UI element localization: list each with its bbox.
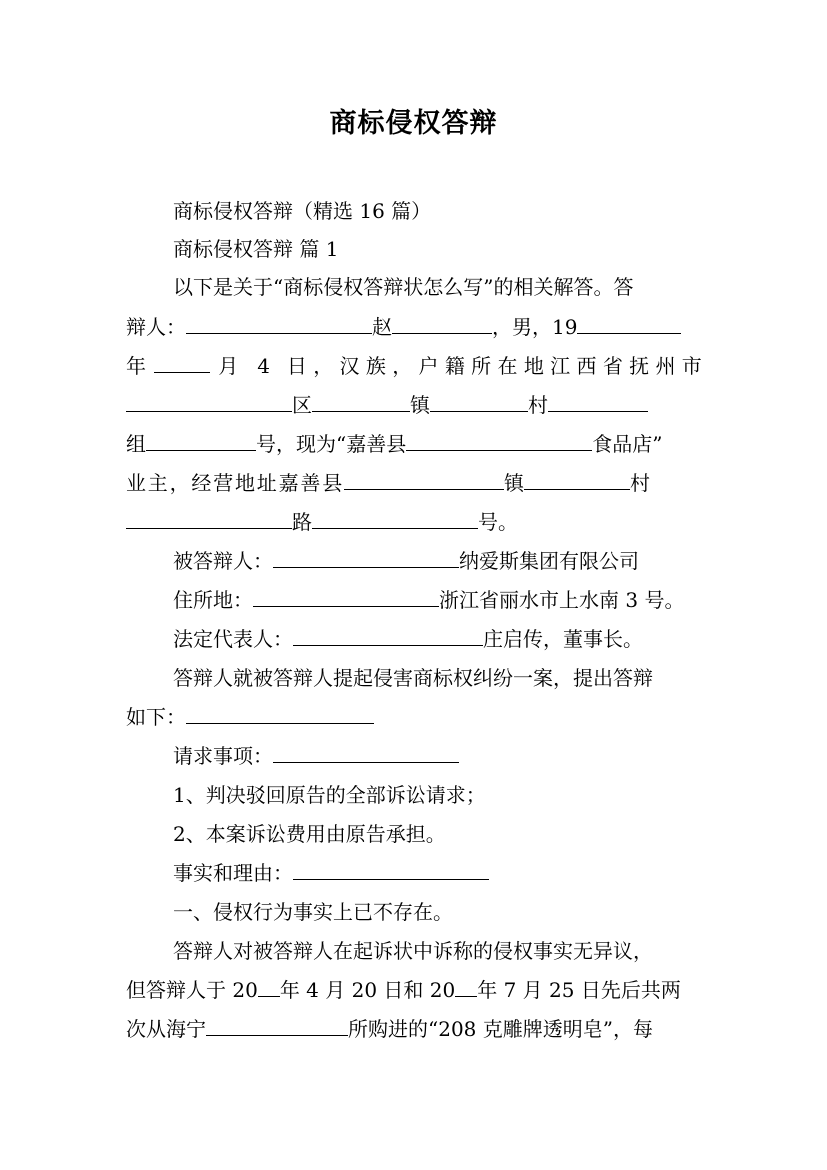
- text-segment: 镇: [504, 471, 524, 495]
- section-point: [173, 896, 706, 928]
- facts-heading: [173, 857, 706, 889]
- text-segment: 商标侵权答辩（精选 16 篇）: [173, 199, 432, 223]
- text-segment: 法定代表人：: [173, 627, 293, 651]
- fill-blank: [126, 391, 292, 412]
- text-segment: 村: [528, 393, 548, 417]
- text-segment: 食品店”: [592, 432, 663, 456]
- paragraph-line: [126, 974, 706, 1006]
- paragraph-line: [173, 935, 706, 967]
- fill-blank: [253, 586, 439, 607]
- text-segment: 答辩人对被答辩人在起诉状中诉称的侵权事实无异议，: [173, 939, 653, 963]
- fill-blank: [312, 508, 478, 529]
- fill-blank: [273, 547, 459, 568]
- document-subtitle: [173, 195, 706, 227]
- fill-blank: [186, 703, 374, 724]
- fill-blank: [548, 391, 648, 412]
- text-segment: 被答辩人：: [173, 549, 273, 573]
- fill-blank: [455, 976, 477, 997]
- claim-item: [173, 779, 706, 811]
- fill-blank: [273, 742, 459, 763]
- text-segment: 路: [292, 510, 312, 534]
- paragraph-line: [126, 350, 706, 382]
- text-segment: 以下是关于“商标侵权答辩状怎么写”的相关解答。答: [173, 275, 634, 299]
- text-segment: 区: [292, 393, 312, 417]
- text-segment: 镇: [410, 393, 430, 417]
- fill-blank: [293, 625, 483, 646]
- respondent-line: [173, 545, 706, 577]
- text-segment: 请求事项：: [173, 744, 273, 768]
- paragraph-line: [126, 506, 706, 538]
- text-segment: 庄启传，董事长。: [483, 627, 643, 651]
- paragraph-line: [173, 271, 706, 303]
- text-segment: 纳爱斯集团有限公司: [459, 549, 639, 573]
- fill-blank: [146, 430, 256, 451]
- fill-blank: [344, 469, 504, 490]
- fill-blank: [577, 313, 681, 334]
- text-segment: 2、本案诉讼费用由原告承担。: [173, 822, 446, 846]
- text-segment: 年 4 月 20 日和 20: [279, 978, 456, 1002]
- page-title: 商标侵权答辩: [329, 108, 498, 139]
- text-segment: 住所地：: [173, 588, 253, 612]
- text-segment: 年 7 月 25 日先后共两: [477, 978, 681, 1002]
- paragraph-line: [126, 701, 706, 733]
- fill-blank: [406, 430, 592, 451]
- paragraph-line: [173, 662, 706, 694]
- text-segment: 号。: [478, 510, 518, 534]
- text-segment: 年: [126, 354, 149, 378]
- text-segment: 次从海宁: [126, 1017, 206, 1041]
- paragraph-line: [126, 428, 706, 460]
- paragraph-line: [126, 467, 706, 499]
- text-segment: ，男，19: [492, 315, 578, 339]
- text-segment: 商标侵权答辩 篇 1: [173, 237, 339, 261]
- text-segment: 答辩人就被答辩人提起侵害商标权纠纷一案，提出答辩: [173, 666, 653, 690]
- text-segment: 业主，经营地址嘉善县: [126, 471, 344, 495]
- text-segment: 事实和理由：: [173, 861, 293, 885]
- address-line: [173, 584, 706, 616]
- fill-blank: [312, 391, 410, 412]
- text-segment: 赵: [372, 315, 392, 339]
- text-segment: 号，现为“嘉善县: [256, 432, 407, 456]
- text-segment: 一、侵权行为事实上已不存在。: [173, 900, 453, 924]
- text-segment: 1、判决驳回原告的全部诉讼请求；: [173, 783, 486, 807]
- fill-blank: [126, 508, 292, 529]
- section-heading: [173, 233, 706, 265]
- legal-representative-line: [173, 623, 706, 655]
- text-segment: 所购进的“208 克雕牌透明皂”，每: [348, 1017, 653, 1041]
- text-segment: 月 4 日，汉族，户籍所在地江西省抚州市: [216, 354, 706, 378]
- text-segment: 浙江省丽水市上水南 3 号。: [439, 588, 685, 612]
- text-segment: 村: [630, 471, 650, 495]
- fill-blank: [258, 976, 280, 997]
- text-segment: 但答辩人于 20: [126, 978, 258, 1002]
- fill-blank: [392, 313, 492, 334]
- claim-item: [173, 818, 706, 850]
- text-segment: 辩人：: [126, 315, 186, 339]
- fill-blank: [293, 859, 489, 880]
- claims-heading: [173, 740, 706, 772]
- fill-blank: [186, 313, 372, 334]
- text-segment: 组: [126, 432, 146, 456]
- fill-blank: [430, 391, 528, 412]
- fill-blank: [206, 1015, 348, 1036]
- fill-blank: [154, 352, 210, 373]
- text-segment: 如下：: [126, 705, 186, 729]
- paragraph-line: [126, 311, 706, 343]
- paragraph-line: [126, 389, 706, 421]
- fill-blank: [524, 469, 630, 490]
- paragraph-line: [126, 1013, 706, 1045]
